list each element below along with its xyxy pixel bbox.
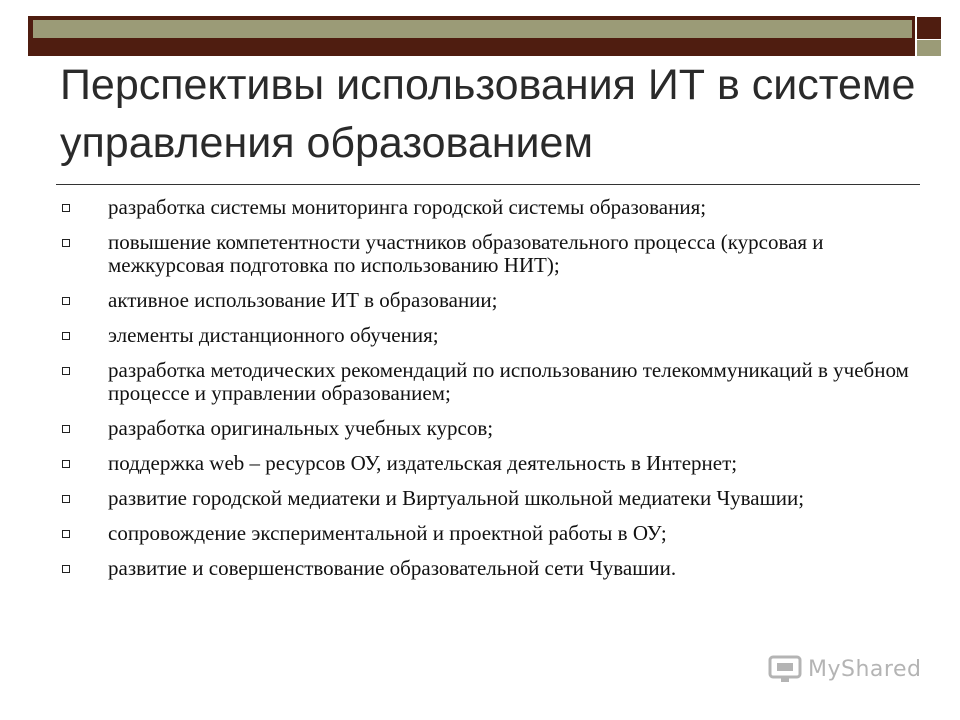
bullet-item [62, 359, 922, 405]
bullet-item [62, 417, 922, 440]
slide-title: Перспективы использования ИТ в системе управления образованием [60, 61, 916, 167]
bullet-text: активное использование ИТ в образовании; [108, 288, 498, 312]
square-bullet-icon [62, 367, 70, 375]
bullet-text: сопровождение экспериментальной и проектной работы в ОУ; [108, 521, 667, 545]
bullet-item [62, 452, 922, 475]
square-bullet-icon [62, 495, 70, 503]
square-bullet-icon [62, 204, 70, 212]
square-bullet-icon [62, 460, 70, 468]
bullet-text: элементы дистанционного обучения; [108, 323, 439, 347]
bullet-item [62, 231, 922, 277]
bullet-text: повышение компетентности участников образовательного процесса (курсовая и межкурсовая подготовка по использованию НИТ); [108, 230, 824, 277]
bullet-item [62, 324, 922, 347]
square-bullet-icon [62, 565, 70, 573]
square-bullet-icon [62, 332, 70, 340]
title-divider [56, 184, 920, 185]
bullet-text: разработка методических рекомендаций по использованию телекоммуникаций в учебном процессе и управлении образованием; [108, 358, 909, 405]
bullet-item [62, 557, 922, 580]
square-bullet-icon [62, 239, 70, 247]
bullet-list [62, 196, 922, 592]
bullet-text: разработка системы мониторинга городской системы образования; [108, 195, 707, 219]
bullet-text: развитие городской медиатеки и Виртуальной школьной медиатеки Чувашии; [108, 486, 805, 510]
square-bullet-icon [62, 425, 70, 433]
bullet-text: развитие и совершенствование образовательной сети Чувашии. [108, 556, 677, 580]
top-decor-bar-inner [33, 20, 912, 38]
watermark [768, 654, 921, 684]
bullet-item [62, 289, 922, 312]
bullet-item [62, 487, 922, 510]
bullet-item [62, 196, 922, 219]
corner-square-olive [917, 40, 941, 56]
bullet-text: поддержка web – ресурсов ОУ, издательская деятельность в Интернет; [108, 451, 738, 475]
bullet-text: разработка оригинальных учебных курсов; [108, 416, 494, 440]
myshared-logo-icon [768, 654, 802, 684]
square-bullet-icon [62, 530, 70, 538]
watermark-text: MyShared [808, 656, 922, 682]
square-bullet-icon [62, 297, 70, 305]
bullet-item [62, 522, 922, 545]
corner-square-dark [917, 17, 941, 39]
